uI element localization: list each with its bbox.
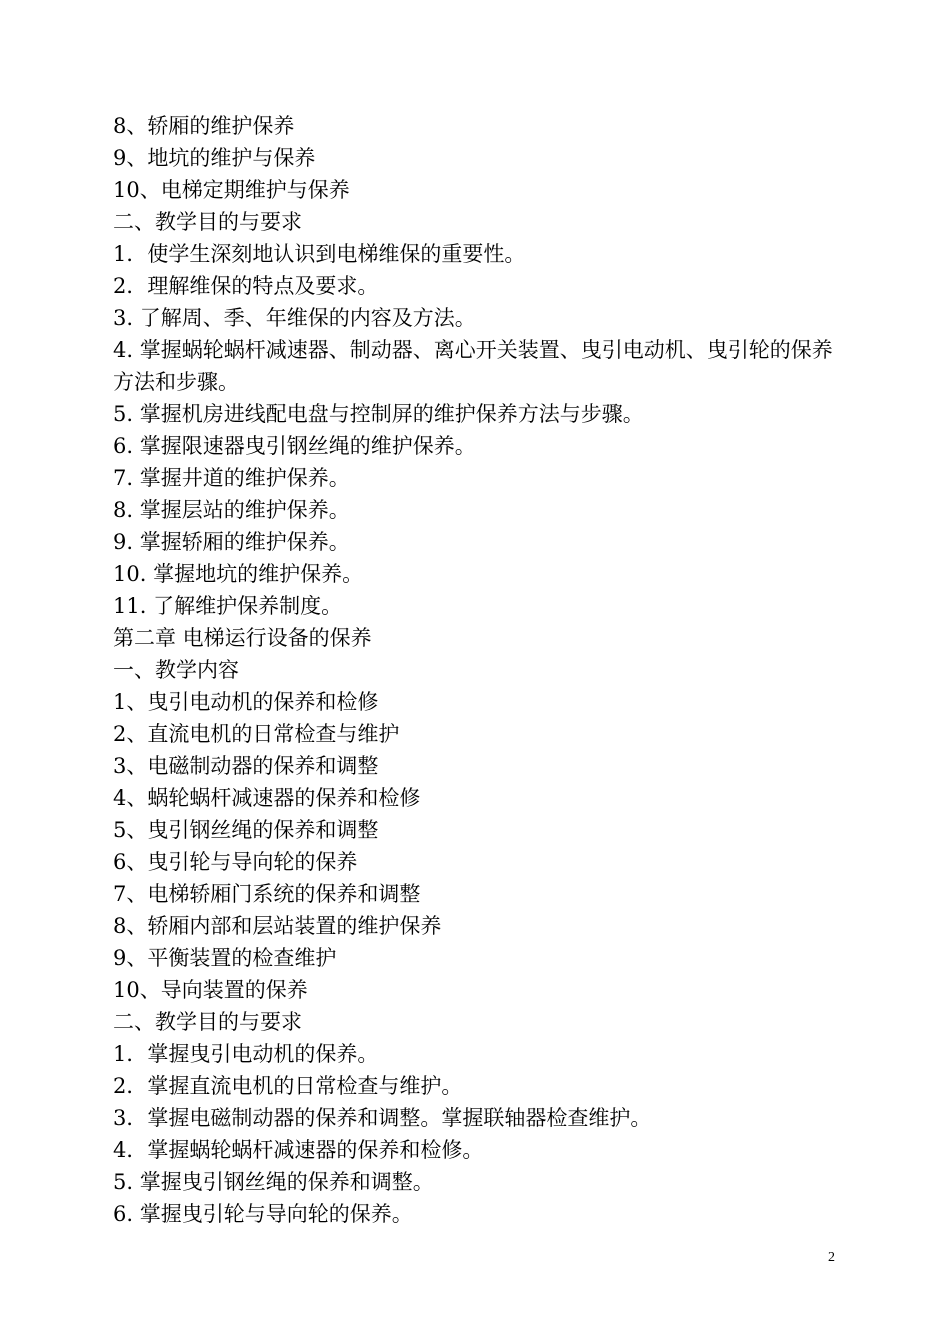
- text-line: 1．掌握曳引电动机的保养。: [113, 1042, 379, 1066]
- text-line: 10. 掌握地坑的维护保养。: [113, 562, 364, 586]
- page-number: 2: [828, 1250, 835, 1265]
- section-heading: 二、教学目的与要求: [113, 210, 302, 234]
- text-line: 4、蜗轮蜗杆减速器的保养和检修: [113, 786, 421, 810]
- text-line: 6. 掌握曳引轮与导向轮的保养。: [113, 1202, 413, 1226]
- text-line: 8. 掌握层站的维护保养。: [113, 498, 350, 522]
- text-line: 11. 了解维护保养制度。: [113, 594, 343, 618]
- text-line: 3．掌握电磁制动器的保养和调整。掌握联轴器检查维护。: [113, 1106, 652, 1130]
- text-line: 9、地坑的维护与保养: [113, 146, 316, 170]
- chapter-heading: 第二章 电梯运行设备的保养: [113, 626, 372, 650]
- text-line: 3. 了解周、季、年维保的内容及方法。: [113, 306, 476, 330]
- text-line: 9. 掌握轿厢的维护保养。: [113, 530, 350, 554]
- text-line: 8、轿厢内部和层站装置的维护保养: [113, 914, 442, 938]
- text-line: 8、轿厢的维护保养: [113, 114, 295, 138]
- text-line: 2．理解维保的特点及要求。: [113, 274, 379, 298]
- text-line: 3、电磁制动器的保养和调整: [113, 754, 379, 778]
- text-line: 7、电梯轿厢门系统的保养和调整: [113, 882, 421, 906]
- text-line: 1、曳引电动机的保养和检修: [113, 690, 379, 714]
- text-line: 10、电梯定期维护与保养: [113, 178, 350, 202]
- text-line: 5、曳引钢丝绳的保养和调整: [113, 818, 379, 842]
- text-line: 1．使学生深刻地认识到电梯维保的重要性。: [113, 242, 526, 266]
- text-line-wrapped: 4. 掌握蜗轮蜗杆减速器、制动器、离心开关装置、曳引电动机、曳引轮的保养方法和步骤。: [113, 338, 833, 394]
- text-line: 10、导向装置的保养: [113, 978, 308, 1002]
- text-line: 6. 掌握限速器曳引钢丝绳的维护保养。: [113, 434, 476, 458]
- text-line: 7. 掌握井道的维护保养。: [113, 466, 350, 490]
- text-line: 5. 掌握机房进线配电盘与控制屏的维护保养方法与步骤。: [113, 402, 644, 426]
- text-line: 4．掌握蜗轮蜗杆减速器的保养和检修。: [113, 1138, 484, 1162]
- text-line: 5. 掌握曳引钢丝绳的保养和调整。: [113, 1170, 434, 1194]
- text-line: 6、曳引轮与导向轮的保养: [113, 850, 358, 874]
- document-body: [113, 110, 848, 1230]
- text-line: 2．掌握直流电机的日常检查与维护。: [113, 1074, 463, 1098]
- section-heading: 一、教学内容: [113, 658, 239, 682]
- text-line: 2、直流电机的日常检查与维护: [113, 722, 400, 746]
- text-line: 9、平衡装置的检查维护: [113, 946, 337, 970]
- section-heading: 二、教学目的与要求: [113, 1010, 302, 1034]
